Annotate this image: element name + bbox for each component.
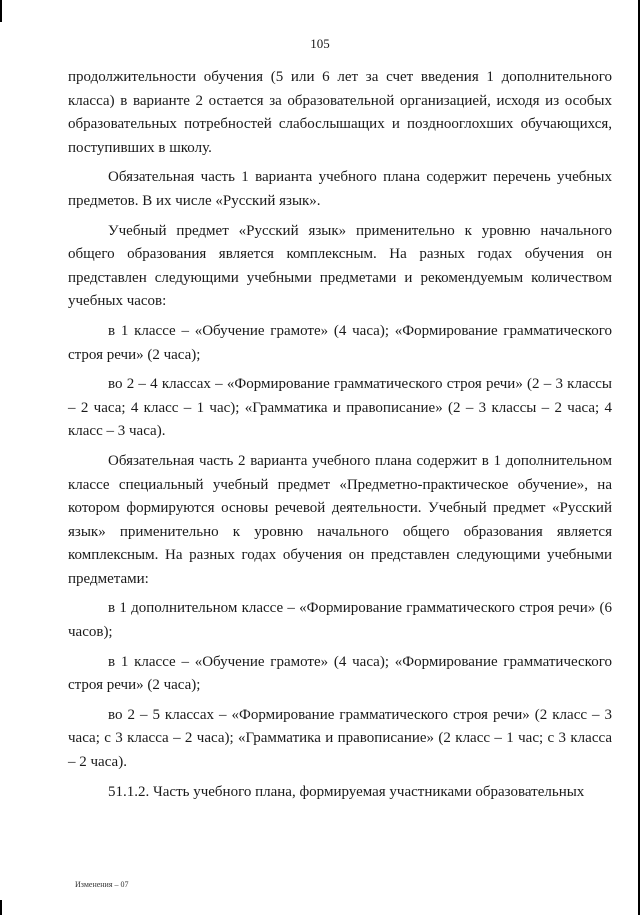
paragraph: в 1 дополнительном классе – «Формирование грамматического строя речи» (6 часов);: [68, 600, 612, 641]
paragraph: Учебный предмет «Русский язык» применительно к уровню начального общего образования является комплексным. На разных годах обучения он представлен следующими учебными предметами и рекомендуемым количеством учебных часов:: [68, 222, 612, 310]
page-number: 105: [310, 36, 330, 51]
paragraph: в 1 классе – «Обучение грамоте» (4 часа); «Формирование грамматического строя речи» (2 часа);: [68, 653, 612, 694]
scan-edge-left-mark: [0, 0, 2, 22]
paragraph: 51.1.2. Часть учебного плана, формируемая участниками образовательных: [108, 783, 585, 800]
paragraph: продолжительности обучения (5 или 6 лет за счет введения 1 дополнительного класса) в варианте 2 остается за образовательной организацией, исходя из особых образовательных потребностей слабослышащих и позднооглохших обучающихся, поступивших в школу.: [68, 69, 612, 156]
page-footer: Изменения – 07: [75, 880, 129, 889]
scan-edge-left-mark: [0, 900, 2, 915]
document-body: [68, 66, 612, 804]
paragraph: во 2 – 4 классах – «Формирование грамматического строя речи» (2 – 3 классы – 2 часа; 4 класс – 1 час); «Грамматика и правописание» (2 – 3 классы – 2 часа; 4 класс – 3 часа).: [68, 376, 612, 440]
paragraph: в 1 классе – «Обучение грамоте» (4 часа); «Формирование грамматического строя речи» (2 часа);: [68, 322, 612, 363]
paragraph: Обязательная часть 1 варианта учебного плана содержит перечень учебных предметов. В их числе «Русский язык».: [68, 169, 612, 209]
paragraph: во 2 – 5 классах – «Формирование грамматического строя речи» (2 класс – 3 часа; с 3 класса – 2 часа); «Грамматика и правописание» (2 класс – 1 час; с 3 класса – 2 часа).: [68, 706, 612, 771]
paragraph: Обязательная часть 2 варианта учебного плана содержит в 1 дополнительном классе специальный учебный предмет «Предметно-практическое обучение», на котором формируются основы речевой деятельности. Учебный предмет «Русский язык» применительно к уровню начального общего образования является комплексным. На разных годах обучения он представлен следующими учебными предметами:: [68, 452, 612, 587]
